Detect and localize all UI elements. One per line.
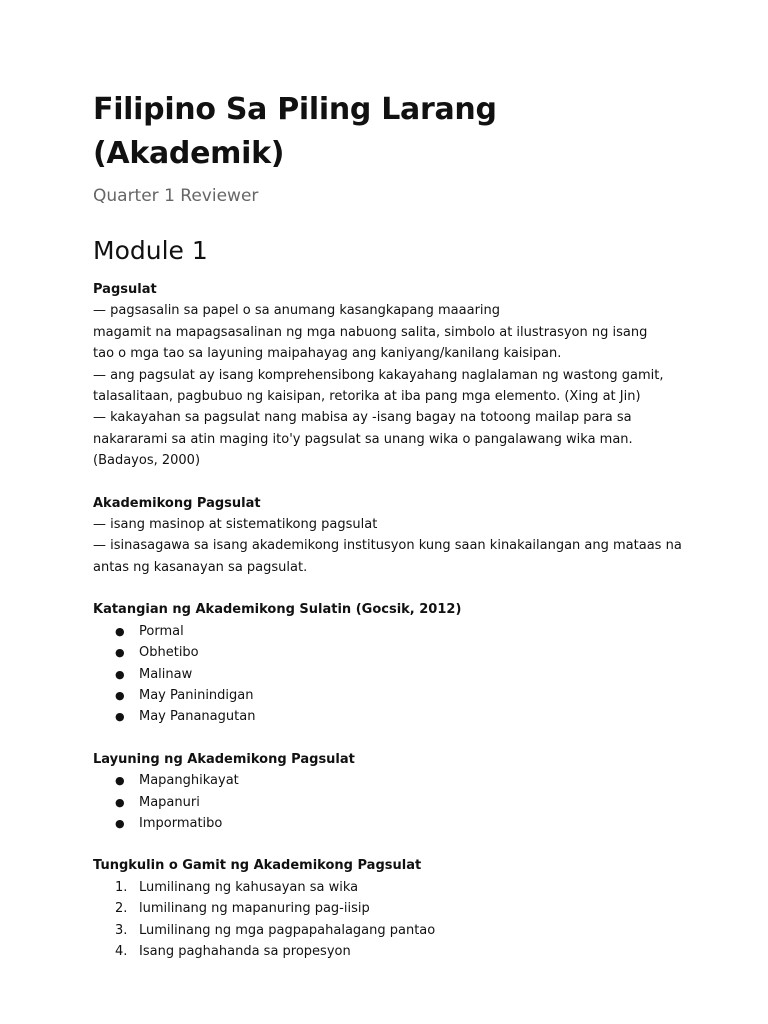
list-item	[93, 706, 693, 727]
document-subtitle: Quarter 1 Reviewer	[93, 186, 259, 206]
list-item-label: Lumilinang ng kahusayan sa wika	[139, 879, 359, 895]
list-item	[93, 898, 693, 919]
document-title: Filipino Sa Piling Larang (Akademik)	[93, 92, 497, 171]
list-item-label: Pormal	[139, 623, 184, 639]
list-item-label: Mapanghikayat	[139, 773, 239, 789]
section-title-tungkulin: Tungkulin o Gamit ng Akademikong Pagsulat	[93, 858, 422, 874]
bullet-icon: ●	[115, 774, 125, 788]
list-number: 2.	[115, 901, 128, 917]
bullet-list-layunin	[93, 770, 693, 834]
section-layunin	[93, 749, 693, 835]
list-item	[93, 813, 693, 834]
bullet-icon: ●	[115, 816, 125, 830]
list-item	[93, 941, 693, 962]
section-title-pagsulat: Pagsulat	[93, 282, 157, 297]
list-number: 3.	[115, 922, 128, 938]
list-item-label: Lumilinang ng mga pagpapahalagang pantao	[139, 922, 436, 938]
bullet-icon: ●	[115, 688, 125, 702]
section-akademikong-pagsulat	[93, 493, 693, 579]
bullet-icon: ●	[115, 667, 125, 681]
paragraph-line: magamit na mapagsasalinan ng mga nabuong salita, simbolo at ilustrasyon ng isang	[93, 324, 648, 340]
bullet-icon: ●	[115, 710, 125, 724]
bullet-icon: ●	[115, 646, 125, 660]
list-item-label: lumilinang ng mapanuring pag-iisip	[139, 901, 370, 917]
list-item	[93, 877, 693, 898]
module-heading: Module 1	[93, 236, 208, 265]
section-katangian	[93, 599, 693, 727]
paragraph-line: tao o mga tao sa layuning maipahayag ang kaniyang/kanilang kaisipan.	[93, 346, 562, 362]
list-item-label: May Paninindigan	[139, 687, 254, 703]
paragraph-line: (Badayos, 2000)	[93, 453, 201, 469]
list-item	[93, 642, 693, 663]
list-number: 4.	[115, 943, 128, 959]
list-item	[93, 685, 693, 706]
bullet-icon: ●	[115, 795, 125, 809]
paragraph-line: antas ng kasanayan sa pagsulat.	[93, 559, 308, 575]
bullet-icon: ●	[115, 624, 125, 638]
list-item-label: May Pananagutan	[139, 709, 256, 725]
list-item	[93, 792, 693, 813]
paragraph-line: — pagsasalin sa papel o sa anumang kasangkapang maaaring	[93, 303, 501, 319]
paragraph-line: talasalitaan, pagbubuo ng kaisipan, retorika at iba pang mga elemento. (Xing at Jin)	[93, 389, 641, 405]
document-page	[93, 88, 693, 962]
numbered-list-tungkulin	[93, 877, 693, 963]
section-title-layunin: Layuning ng Akademikong Pagsulat	[93, 751, 355, 767]
paragraph-line: — ang pagsulat ay isang komprehensibong kakayahang naglalaman ng wastong gamit,	[93, 367, 664, 383]
list-item-label: Impormatibo	[139, 815, 223, 831]
list-item-label: Malinaw	[139, 666, 193, 682]
bullet-list-katangian	[93, 621, 693, 728]
paragraph-line: — isang masinop at sistematikong pagsulat	[93, 517, 378, 533]
paragraph-line: — kakayahan sa pagsulat nang mabisa ay -isang bagay na totoong mailap para sa	[93, 410, 632, 426]
list-item	[93, 770, 693, 791]
section-title-katangian: Katangian ng Akademikong Sulatin (Gocsik, 2012)	[93, 602, 462, 618]
section-pagsulat	[93, 279, 693, 472]
list-item-label: Obhetibo	[139, 645, 199, 661]
list-item-label: Mapanuri	[139, 794, 200, 810]
section-title-akademikong-pagsulat: Akademikong Pagsulat	[93, 495, 261, 511]
paragraph-line: — isinasagawa sa isang akademikong institusyon kung saan kinakailangan ang mataas na	[93, 538, 682, 554]
list-item-label: Isang paghahanda sa propesyon	[139, 943, 351, 959]
list-item	[93, 664, 693, 685]
list-item	[93, 621, 693, 642]
section-tungkulin	[93, 855, 693, 962]
list-item	[93, 920, 693, 941]
paragraph-line: nakararami sa atin maging ito'y pagsulat sa unang wika o pangalawang wika man.	[93, 431, 633, 447]
list-number: 1.	[115, 879, 128, 895]
